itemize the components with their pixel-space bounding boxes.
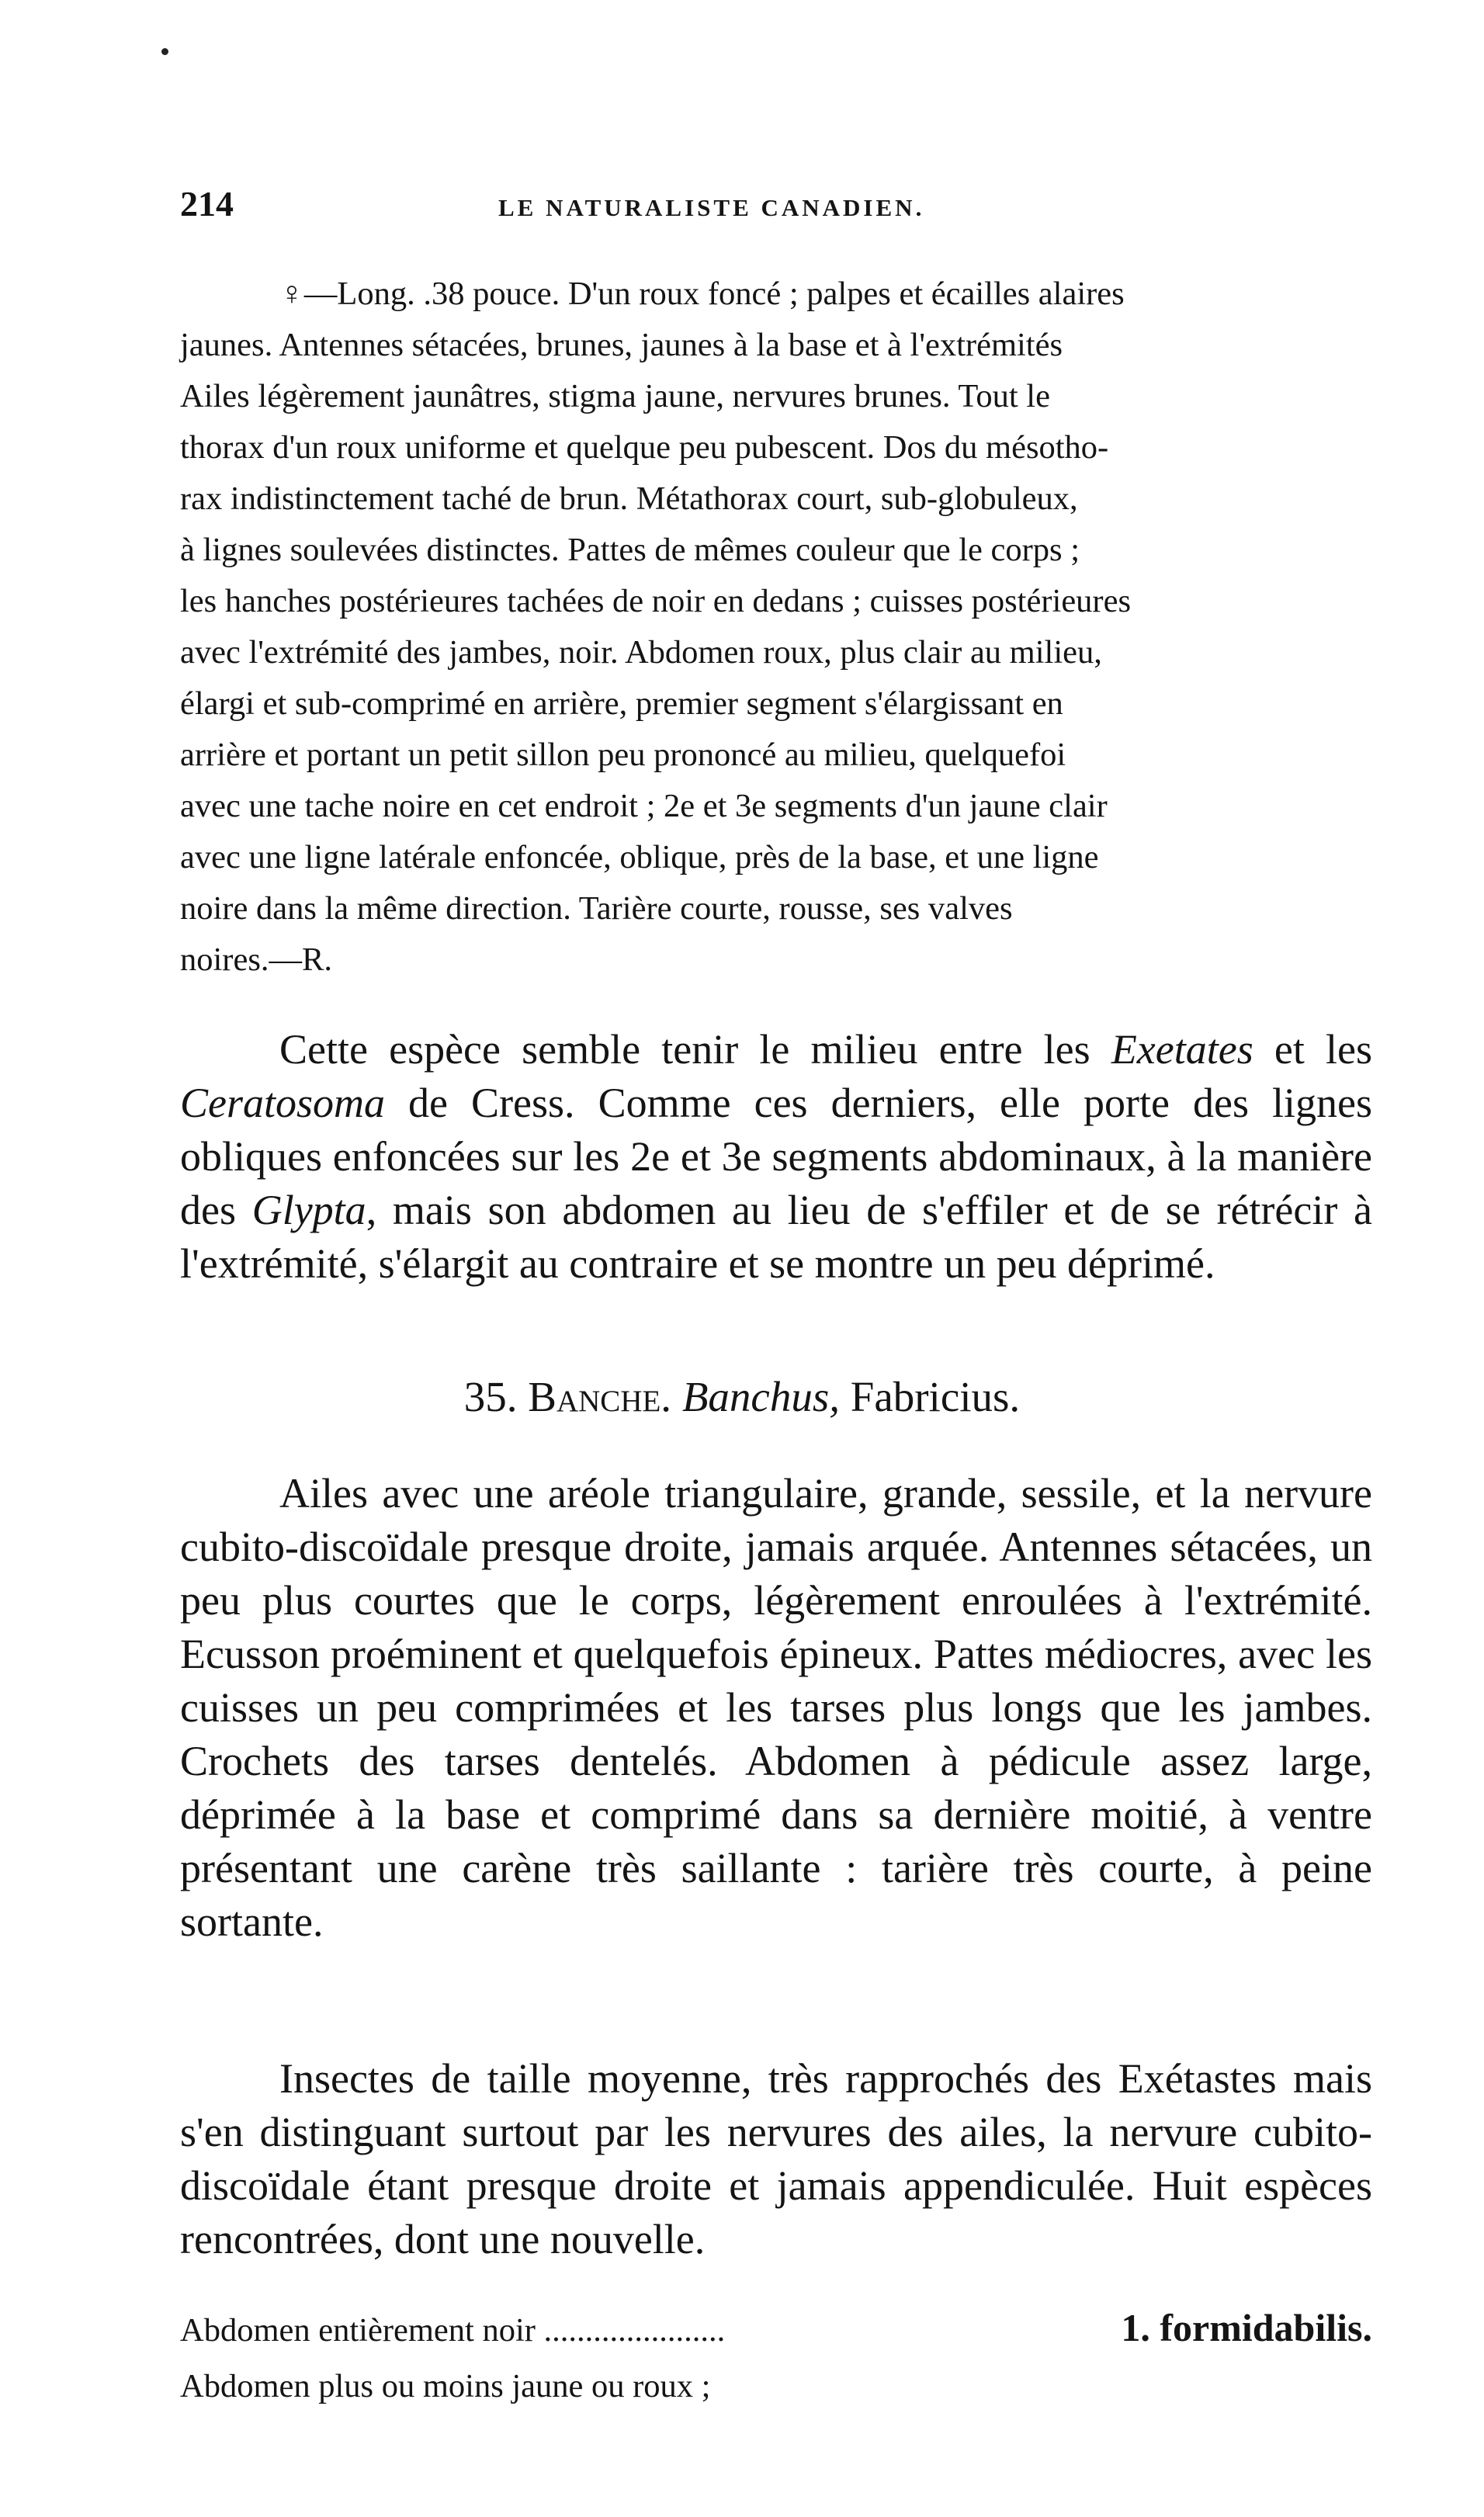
genus-name: Ceratosoma <box>180 1080 386 1126</box>
key-text: Abdomen entièrement noir <box>180 2312 536 2349</box>
description-line: Ailes légèrement jaunâtres, stigma jaune, nervures brunes. Tout le <box>180 378 1050 414</box>
description-line: avec une tache noire en cet endroit ; 2e et 3e segments d'un jaune clair <box>180 788 1108 824</box>
description-line: arrière et portant un petit sillon peu prononcé au milieu, quelquefoi <box>180 737 1066 773</box>
description-line: jaunes. Antennes sétacées, brunes, jaunes à la base et à l'extrémités <box>180 327 1063 363</box>
key-text: Abdomen plus ou moins jaune ou roux ; <box>180 2368 711 2404</box>
remark-paragraph <box>180 1023 1372 1291</box>
page-number: 214 <box>180 184 234 224</box>
remark-text: et les <box>1253 1026 1372 1073</box>
description-line: avec une ligne latérale enfoncée, oblique, près de la base, et une ligne <box>180 839 1099 875</box>
genus-description: Ailes avec une aréole triangulaire, grande, sessile, et la nervure cubito-discoïdale presque droite, jamais arquée. Antennes sétacées, un peu plus courtes que le corps, légèrement enroulées à l'extrémité. Ecusson proéminent et quelquefois épineux. Pattes médiocres, avec les cuisses un peu comprimées et les tarses plus longs que les jambes. Crochets des tarses dentelés. Abdomen à pédicule assez large, déprimée à la base et comprimé dans sa dernière moitié, à ventre présentant une carène très saillante : tarière très courte, à peine sortante. <box>180 1470 1372 1945</box>
running-title: LE NATURALISTE CANADIEN. <box>498 194 925 221</box>
remark-text: de Cress. Comme ces derniers, elle porte des lignes obliques enfoncées sur les 2e et 3e segments abdominaux, à la manière des <box>180 1080 1372 1233</box>
description-line: élargi et sub-comprimé en arrière, premier segment s'élargissant en <box>180 685 1063 722</box>
section-latin-name: Banchus, <box>681 1373 840 1420</box>
section-french-name: Banche. <box>528 1373 672 1420</box>
species-description <box>180 269 1372 986</box>
description-line: avec l'extrémité des jambes, noir. Abdomen roux, plus clair au milieu, <box>180 634 1102 671</box>
genus-name: Exetates <box>1111 1026 1253 1073</box>
speck-mark <box>161 48 168 55</box>
description-line: noire dans la même direction. Tarière courte, rousse, ses valves <box>180 890 1013 927</box>
remark-text: , mais son abdomen au lieu de s'effiler et de se rétrécir à l'extrémité, s'élargit au contraire et se montre un peu déprimé. <box>180 1187 1372 1287</box>
description-line: rax indistinctement taché de brun. Métathorax court, sub-globuleux, <box>180 480 1078 517</box>
section-heading <box>0 1372 1484 1421</box>
section-author: Fabricius. <box>850 1373 1021 1420</box>
key-line-1 <box>180 2306 1372 2363</box>
key-leader-dots: ...................... <box>543 2312 726 2349</box>
genus-notes: Insectes de taille moyenne, très rapprochés des Exétastes mais s'en distinguant surtout par les nervures des ailes, la nervure cubito-discoïdale étant presque droite et jamais appendiculée. Huit espèces rencontrées, dont une nouvelle. <box>180 2055 1372 2262</box>
key-result: 1. formidabilis. <box>1121 2306 1372 2349</box>
remark-text: Cette espèce semble tenir le milieu entre les <box>279 1026 1111 1073</box>
genus-name: Glypta <box>251 1187 366 1233</box>
description-line: les hanches postérieures tachées de noir en dedans ; cuisses postérieures <box>180 583 1131 619</box>
key-line-2 <box>180 2367 1372 2418</box>
description-line: à lignes soulevées distinctes. Pattes de mêmes couleur que le corps ; <box>180 532 1080 568</box>
description-line: thorax d'un roux uniforme et quelque peu pubescent. Dos du mésotho- <box>180 429 1109 466</box>
section-number: 35. <box>463 1373 518 1420</box>
description-line: ♀—Long. .38 pouce. D'un roux foncé ; palpes et écailles alaires <box>279 276 1125 312</box>
page-header <box>180 183 1368 230</box>
description-line: noires.—R. <box>180 941 332 978</box>
